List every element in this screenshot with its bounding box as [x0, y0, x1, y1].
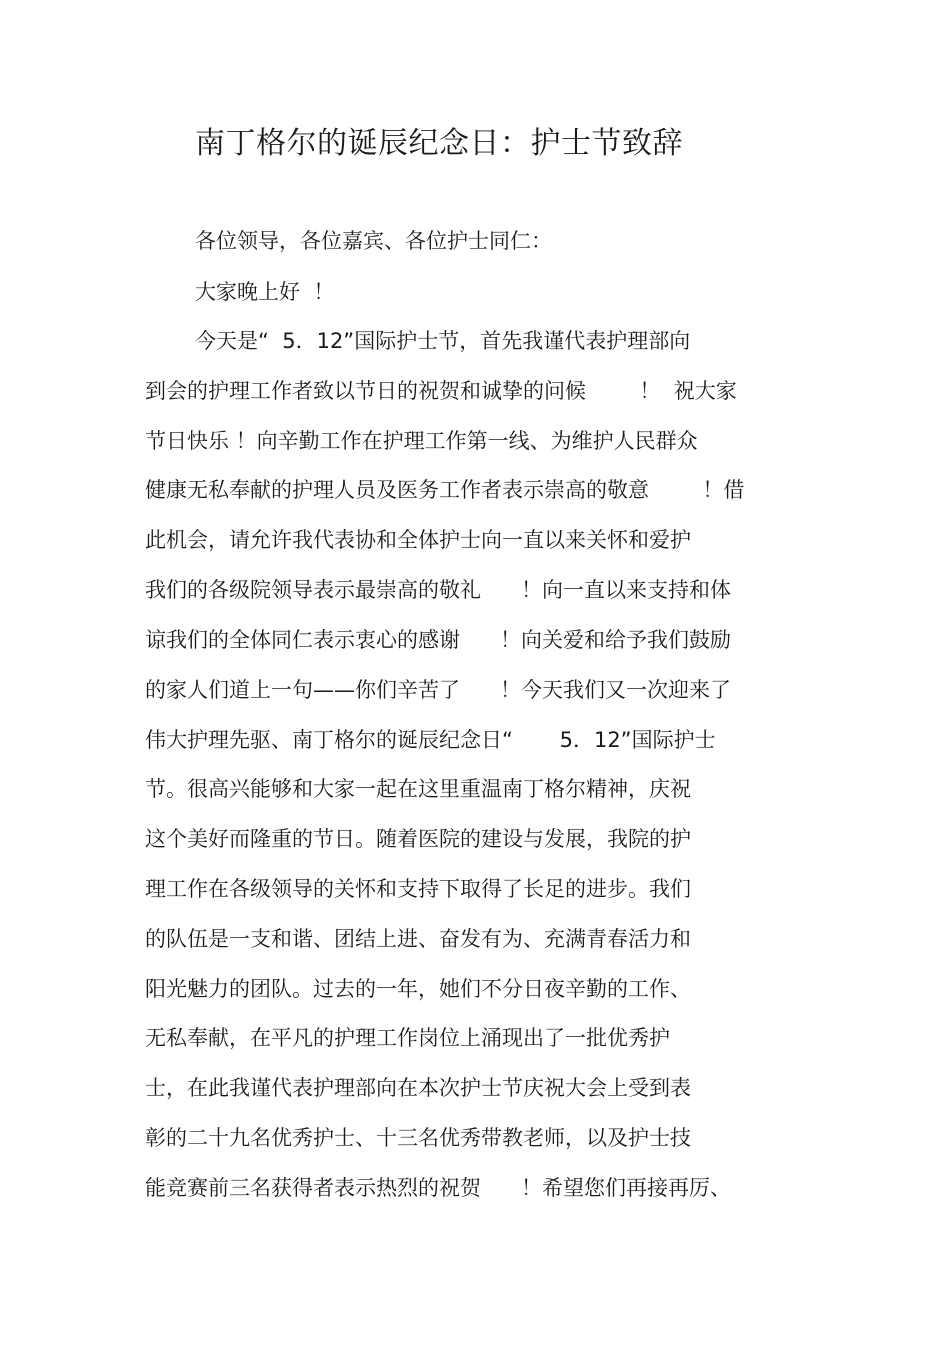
paragraph-line: 各位领导，各位嘉宾、各位护士同仁： [195, 229, 552, 253]
paragraph-line: 到会的护理工作者致以节日的祝贺和诚挚的问候 ！ 祝大家 [145, 379, 737, 403]
paragraph-line: 伟大护理先驱、南丁格尔的诞辰纪念日“ 5．12”国际护士 [145, 728, 716, 752]
document-title: 南丁格尔的诞辰纪念日：护士节致辞 [195, 126, 683, 161]
paragraph-line: 这个美好而隆重的节日。随着医院的建设与发展，我院的护 [145, 827, 691, 851]
paragraph-line: 此机会，请允许我代表协和全体护士向一直以来关怀和爱护 [145, 528, 691, 552]
paragraph-line: 健康无私奉献的护理人员及医务工作者表示崇高的敬意 ！借 [145, 478, 745, 502]
paragraph-line: 士，在此我谨代表护理部向在本次护士节庆祝大会上受到表 [145, 1076, 691, 1100]
paragraph-line: 理工作在各级领导的关怀和支持下取得了长足的进步。我们 [145, 877, 691, 901]
paragraph-line: 无私奉献，在平凡的护理工作岗位上涌现出了一批优秀护 [145, 1026, 670, 1050]
paragraph-line: 的家人们道上一句——你们辛苦了 ！今天我们又一次迎来了 [145, 678, 732, 702]
paragraph-line: 阳光魅力的团队。过去的一年，她们不分日夜辛勤的工作、 [145, 977, 691, 1001]
paragraph-line: 今天是“ 5．12”国际护士节，首先我谨代表护理部向 [195, 329, 691, 353]
paragraph-line: 彰的二十九名优秀护士、十三名优秀带教老师，以及护士技 [145, 1126, 691, 1150]
paragraph-line: 大家晚上好 ！ [195, 280, 335, 304]
paragraph-line: 的队伍是一支和谐、团结上进、奋发有为、充满青春活力和 [145, 927, 691, 951]
paragraph-line: 我们的各级院领导表示最崇高的敬礼 ！向一直以来支持和体 [145, 578, 732, 602]
paragraph-line: 节日快乐 ！向辛勤工作在护理工作第一线、为维护人民群众 [145, 429, 698, 453]
paragraph-line: 能竞赛前三名获得者表示热烈的祝贺 ！希望您们再接再厉、 [145, 1176, 732, 1200]
paragraph-line: 节。很高兴能够和大家一起在这里重温南丁格尔精神，庆祝 [145, 777, 691, 801]
paragraph-line: 谅我们的全体同仁表示衷心的感谢 ！向关爱和给予我们鼓励 [145, 628, 732, 652]
